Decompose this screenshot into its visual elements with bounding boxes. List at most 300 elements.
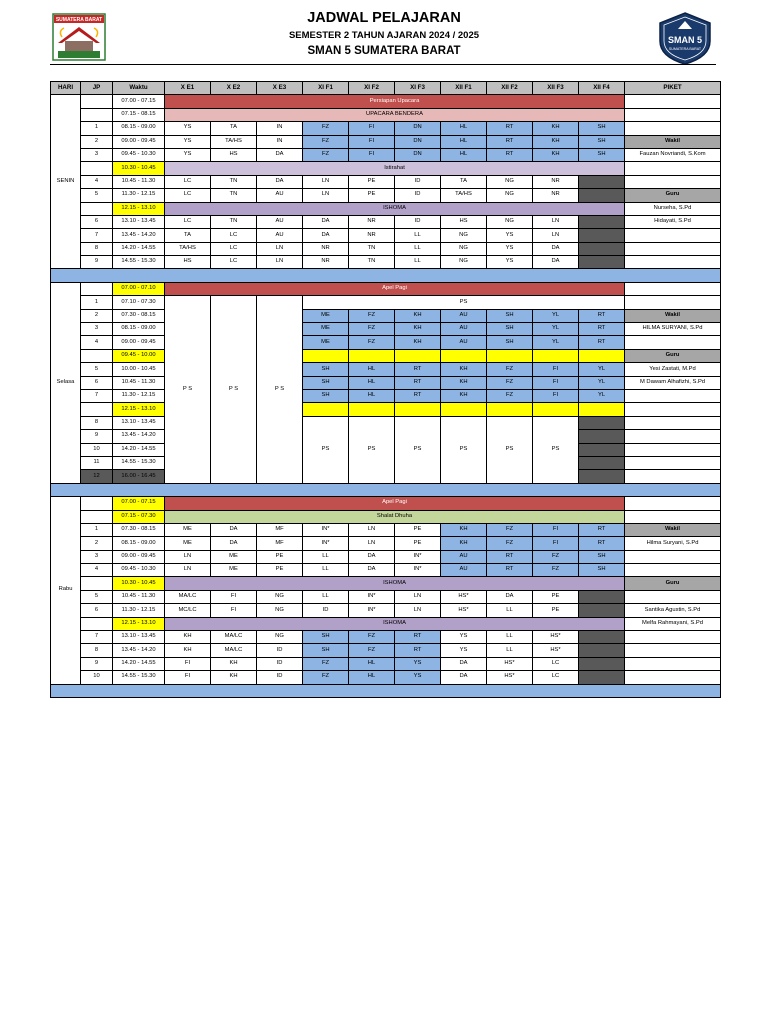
subject-cell: HS bbox=[441, 215, 487, 228]
jp-cell: 9 bbox=[81, 657, 113, 670]
subject-cell: ME bbox=[303, 336, 349, 349]
column-header: XI F3 bbox=[395, 82, 441, 95]
subject-cell: YS bbox=[487, 229, 533, 242]
selasa-row bbox=[51, 282, 721, 295]
subject-cell: NR bbox=[349, 229, 395, 242]
separator-cell bbox=[51, 684, 721, 697]
time-cell: 11.30 - 12.15 bbox=[113, 604, 165, 617]
jp-cell: 6 bbox=[81, 376, 113, 389]
subject-cell: NG bbox=[257, 631, 303, 644]
break-banner: Apel Pagi bbox=[165, 282, 625, 295]
subject-cell: PE bbox=[349, 189, 395, 202]
break-cell bbox=[395, 349, 441, 362]
jp-cell: 5 bbox=[81, 189, 113, 202]
break-cell bbox=[533, 403, 579, 416]
rabu-row bbox=[51, 671, 721, 684]
subject-cell: PE bbox=[395, 523, 441, 536]
empty-cell bbox=[579, 470, 625, 483]
subject-cell: FZ bbox=[533, 550, 579, 563]
empty-cell bbox=[579, 443, 625, 456]
logo-label: SMAN 5 bbox=[667, 35, 703, 45]
subject-cell: FZ bbox=[349, 309, 395, 322]
subject-cell: AU bbox=[441, 564, 487, 577]
time-cell: 07.00 - 07.15 bbox=[113, 497, 165, 510]
subject-cell: LN bbox=[165, 550, 211, 563]
subject-cell: FI bbox=[533, 523, 579, 536]
subject-cell: RT bbox=[395, 376, 441, 389]
subject-cell: DN bbox=[395, 135, 441, 148]
subject-cell: SH bbox=[579, 550, 625, 563]
break-cell bbox=[487, 403, 533, 416]
subject-cell: YS bbox=[395, 657, 441, 670]
subject-cell: YL bbox=[533, 309, 579, 322]
separator-cell bbox=[51, 269, 721, 282]
jp-cell bbox=[81, 282, 113, 295]
jp-cell: 6 bbox=[81, 604, 113, 617]
break-cell bbox=[533, 349, 579, 362]
subject-cell: FI bbox=[533, 363, 579, 376]
subject-cell: ID bbox=[257, 657, 303, 670]
jp-cell bbox=[81, 202, 113, 215]
subject-cell: TA bbox=[165, 229, 211, 242]
subject-cell: IN* bbox=[395, 550, 441, 563]
piket-cell bbox=[625, 282, 721, 295]
ps-block: PS bbox=[395, 416, 441, 483]
subject-cell: FI bbox=[165, 657, 211, 670]
subject-cell: PE bbox=[257, 564, 303, 577]
subject-cell: NR bbox=[303, 256, 349, 269]
jp-cell: 10 bbox=[81, 443, 113, 456]
selasa-row bbox=[51, 349, 721, 362]
subject-cell: KH bbox=[441, 389, 487, 402]
empty-cell bbox=[579, 416, 625, 429]
subject-cell: AU bbox=[441, 550, 487, 563]
subject-cell: DA bbox=[349, 564, 395, 577]
subject-cell: RT bbox=[579, 309, 625, 322]
subject-cell: TN bbox=[349, 242, 395, 255]
column-header: Waktu bbox=[113, 82, 165, 95]
subject-cell: HS* bbox=[441, 590, 487, 603]
time-cell: 13.10 - 13.45 bbox=[113, 631, 165, 644]
subject-cell: RT bbox=[579, 323, 625, 336]
time-cell: 08.15 - 09.00 bbox=[113, 323, 165, 336]
senin-row bbox=[51, 148, 721, 161]
subject-cell: FZ bbox=[487, 363, 533, 376]
senin-row bbox=[51, 108, 721, 121]
selasa-row bbox=[51, 416, 721, 429]
subject-cell: YS bbox=[441, 644, 487, 657]
emblem-label: SUMATERA BARAT bbox=[55, 17, 103, 24]
subject-cell: RT bbox=[579, 523, 625, 536]
subject-cell: HL bbox=[441, 122, 487, 135]
subject-cell: LL bbox=[303, 550, 349, 563]
piket-cell: Hidayati, S.Pd bbox=[625, 215, 721, 228]
ps-block: PS bbox=[441, 416, 487, 483]
subject-cell: DA bbox=[533, 242, 579, 255]
ps-banner: PS bbox=[303, 296, 625, 309]
time-cell: 13.45 - 14.20 bbox=[113, 644, 165, 657]
column-header: XI F1 bbox=[303, 82, 349, 95]
subject-cell bbox=[579, 604, 625, 617]
ps-block: P S bbox=[211, 296, 257, 483]
subject-cell: HL bbox=[349, 363, 395, 376]
break-banner: ISHOMA bbox=[165, 617, 625, 630]
subject-cell: KH bbox=[211, 671, 257, 684]
selasa-row bbox=[51, 323, 721, 336]
piket-cell bbox=[625, 631, 721, 644]
subject-cell: FI bbox=[533, 389, 579, 402]
jp-cell: 2 bbox=[81, 537, 113, 550]
subject-cell: FI bbox=[349, 122, 395, 135]
subject-cell: IN* bbox=[349, 590, 395, 603]
jp-cell: 5 bbox=[81, 363, 113, 376]
subject-cell: SH bbox=[303, 363, 349, 376]
senin-row bbox=[51, 122, 721, 135]
subject-cell bbox=[579, 657, 625, 670]
subject-cell: FZ bbox=[349, 644, 395, 657]
time-cell: 12.15 - 13.10 bbox=[113, 617, 165, 630]
time-cell: 10.30 - 10.45 bbox=[113, 577, 165, 590]
subject-cell: HS bbox=[165, 256, 211, 269]
piket-cell bbox=[625, 242, 721, 255]
break-banner: UPACARA BENDERA bbox=[165, 108, 625, 121]
subject-cell: YL bbox=[533, 323, 579, 336]
subject-cell: LC bbox=[165, 175, 211, 188]
subject-cell: YS bbox=[395, 671, 441, 684]
time-cell: 09.45 - 10.00 bbox=[113, 349, 165, 362]
selasa-row bbox=[51, 363, 721, 376]
subject-cell: DA bbox=[257, 175, 303, 188]
time-cell: 13.45 - 14.20 bbox=[113, 229, 165, 242]
ps-block: PS bbox=[487, 416, 533, 483]
jp-cell: 12 bbox=[81, 470, 113, 483]
piket-cell bbox=[625, 122, 721, 135]
piket-cell bbox=[625, 550, 721, 563]
time-cell: 09.00 - 09.45 bbox=[113, 550, 165, 563]
subject-cell bbox=[579, 242, 625, 255]
subject-cell: PE bbox=[533, 590, 579, 603]
subject-cell: RT bbox=[487, 122, 533, 135]
ps-block: P S bbox=[257, 296, 303, 483]
time-cell: 07.00 - 07.15 bbox=[113, 95, 165, 108]
subject-cell: RT bbox=[395, 644, 441, 657]
piket-cell bbox=[625, 564, 721, 577]
jp-cell: 3 bbox=[81, 323, 113, 336]
subject-cell: HS* bbox=[441, 604, 487, 617]
piket-cell bbox=[625, 175, 721, 188]
subject-cell: DA bbox=[441, 671, 487, 684]
break-cell bbox=[303, 403, 349, 416]
time-cell: 14.55 - 15.30 bbox=[113, 671, 165, 684]
subject-cell: DA bbox=[211, 523, 257, 536]
subject-cell: RT bbox=[487, 135, 533, 148]
subject-cell: LC bbox=[533, 657, 579, 670]
ps-block: PS bbox=[303, 416, 349, 483]
subject-cell: FZ bbox=[303, 671, 349, 684]
subject-cell: LL bbox=[303, 564, 349, 577]
subject-cell: SH bbox=[303, 631, 349, 644]
subject-cell: TA bbox=[211, 122, 257, 135]
subject-cell: YS bbox=[441, 631, 487, 644]
subject-cell: ID bbox=[257, 644, 303, 657]
subject-cell: LN bbox=[533, 229, 579, 242]
subject-cell: KH bbox=[395, 323, 441, 336]
subject-cell: DA bbox=[211, 537, 257, 550]
subject-cell: RT bbox=[579, 336, 625, 349]
sman5-shield-logo-icon bbox=[656, 11, 714, 66]
jp-cell bbox=[81, 510, 113, 523]
jp-cell: 8 bbox=[81, 242, 113, 255]
subject-cell: NR bbox=[303, 242, 349, 255]
jp-cell bbox=[81, 162, 113, 175]
jp-cell: 7 bbox=[81, 229, 113, 242]
subject-cell: TA/HS bbox=[165, 242, 211, 255]
piket-cell: M Dawam Alhafizhi, S.Pd bbox=[625, 376, 721, 389]
school-name: SMAN 5 SUMATERA BARAT bbox=[307, 45, 461, 57]
piket-cell bbox=[625, 510, 721, 523]
piket-cell bbox=[625, 389, 721, 402]
subject-cell: MA/LC bbox=[211, 631, 257, 644]
subject-cell: KH bbox=[533, 135, 579, 148]
subject-cell: NG bbox=[487, 175, 533, 188]
subject-cell: NR bbox=[533, 175, 579, 188]
piket-cell: Guru bbox=[625, 189, 721, 202]
senin-row bbox=[51, 242, 721, 255]
subject-cell: KH bbox=[533, 148, 579, 161]
time-cell: 07.30 - 08.15 bbox=[113, 309, 165, 322]
subject-cell: YS bbox=[165, 148, 211, 161]
subject-cell: AU bbox=[257, 229, 303, 242]
jp-cell: 4 bbox=[81, 175, 113, 188]
subject-cell: FZ bbox=[303, 148, 349, 161]
subject-cell: FZ bbox=[487, 389, 533, 402]
subject-cell: LN bbox=[303, 175, 349, 188]
subject-cell: FZ bbox=[487, 376, 533, 389]
subject-cell: ME bbox=[211, 564, 257, 577]
subject-cell: TN bbox=[211, 175, 257, 188]
subject-cell: DA bbox=[349, 550, 395, 563]
subject-cell: PE bbox=[257, 550, 303, 563]
time-cell: 08.15 - 09.00 bbox=[113, 537, 165, 550]
jp-cell bbox=[81, 95, 113, 108]
subject-cell: NG bbox=[257, 590, 303, 603]
time-cell: 09.45 - 10.30 bbox=[113, 564, 165, 577]
subject-cell: FI bbox=[211, 590, 257, 603]
subject-cell: AU bbox=[257, 189, 303, 202]
selasa-row bbox=[51, 403, 721, 416]
break-cell bbox=[349, 403, 395, 416]
break-banner: Shalat Dhuha bbox=[165, 510, 625, 523]
subject-cell: KH bbox=[441, 523, 487, 536]
subject-cell: DN bbox=[395, 122, 441, 135]
subject-cell: SH bbox=[303, 644, 349, 657]
subject-cell: NG bbox=[441, 256, 487, 269]
jp-cell bbox=[81, 349, 113, 362]
senin-row bbox=[51, 95, 721, 108]
subject-cell: ME bbox=[303, 309, 349, 322]
subject-cell: YS bbox=[165, 122, 211, 135]
subject-cell: LL bbox=[487, 644, 533, 657]
piket-cell: Guru bbox=[625, 349, 721, 362]
subject-cell: IN bbox=[257, 122, 303, 135]
subject-cell: LL bbox=[487, 604, 533, 617]
piket-cell bbox=[625, 336, 721, 349]
subject-cell: NR bbox=[349, 215, 395, 228]
subject-cell: SH bbox=[579, 122, 625, 135]
time-cell: 11.30 - 12.15 bbox=[113, 189, 165, 202]
break-cell bbox=[579, 349, 625, 362]
piket-cell: HILMA SURYANI, S.Pd bbox=[625, 323, 721, 336]
time-cell: 13.10 - 13.45 bbox=[113, 416, 165, 429]
subject-cell: HL bbox=[441, 148, 487, 161]
piket-cell: Yesi Zastati, M.Pd bbox=[625, 363, 721, 376]
subject-cell: NG bbox=[257, 604, 303, 617]
jp-cell bbox=[81, 403, 113, 416]
subject-cell: KH bbox=[165, 644, 211, 657]
jp-cell: 9 bbox=[81, 256, 113, 269]
subject-cell: TA/HS bbox=[211, 135, 257, 148]
subject-cell: FI bbox=[211, 604, 257, 617]
day-label: Selasa bbox=[51, 282, 81, 483]
time-cell: 10.45 - 11.30 bbox=[113, 590, 165, 603]
subject-cell: AU bbox=[441, 309, 487, 322]
subject-cell: RT bbox=[395, 389, 441, 402]
piket-cell bbox=[625, 671, 721, 684]
column-header: XI F2 bbox=[349, 82, 395, 95]
subject-cell: YS bbox=[487, 242, 533, 255]
subject-cell: DN bbox=[395, 148, 441, 161]
piket-cell bbox=[625, 644, 721, 657]
time-cell: 07.30 - 08.15 bbox=[113, 523, 165, 536]
subject-cell: LN bbox=[257, 256, 303, 269]
column-header: X E1 bbox=[165, 82, 211, 95]
column-header: X E2 bbox=[211, 82, 257, 95]
piket-cell bbox=[625, 416, 721, 429]
break-banner: ISHOMA bbox=[165, 202, 625, 215]
subject-cell: KH bbox=[441, 537, 487, 550]
column-header: XII F3 bbox=[533, 82, 579, 95]
document-header bbox=[0, 0, 768, 70]
time-cell: 14.20 - 14.55 bbox=[113, 657, 165, 670]
subject-cell: NR bbox=[533, 189, 579, 202]
jp-cell: 7 bbox=[81, 631, 113, 644]
subject-cell: LN bbox=[349, 523, 395, 536]
subject-cell: YL bbox=[579, 376, 625, 389]
subject-cell: IN* bbox=[395, 564, 441, 577]
subject-cell: FI bbox=[533, 376, 579, 389]
subject-cell: LC bbox=[211, 256, 257, 269]
ps-block: PS bbox=[533, 416, 579, 483]
senin-row bbox=[51, 202, 721, 215]
subject-cell: TA/HS bbox=[441, 189, 487, 202]
subject-cell bbox=[579, 229, 625, 242]
piket-cell bbox=[625, 403, 721, 416]
piket-cell bbox=[625, 95, 721, 108]
subject-cell: PE bbox=[395, 537, 441, 550]
piket-cell: Wakil bbox=[625, 135, 721, 148]
subject-cell: HL bbox=[349, 376, 395, 389]
jp-cell: 1 bbox=[81, 523, 113, 536]
subject-cell: LN bbox=[395, 590, 441, 603]
time-cell: 10.45 - 11.30 bbox=[113, 376, 165, 389]
jp-cell: 8 bbox=[81, 416, 113, 429]
document-title: JADWAL PELAJARAN bbox=[307, 10, 461, 26]
time-cell: 10.30 - 10.45 bbox=[113, 162, 165, 175]
time-cell: 07.00 - 07.10 bbox=[113, 282, 165, 295]
break-cell bbox=[487, 349, 533, 362]
subject-cell: HS* bbox=[533, 631, 579, 644]
header-divider bbox=[50, 64, 716, 65]
senin-row bbox=[51, 189, 721, 202]
subject-cell: LN bbox=[533, 215, 579, 228]
subject-cell: KH bbox=[533, 122, 579, 135]
piket-cell bbox=[625, 590, 721, 603]
subject-cell: HS* bbox=[487, 657, 533, 670]
subject-cell: SH bbox=[487, 309, 533, 322]
time-cell: 12.15 - 13.10 bbox=[113, 202, 165, 215]
column-header: HARI bbox=[51, 82, 81, 95]
time-cell: 07.10 - 07.30 bbox=[113, 296, 165, 309]
column-header: JP bbox=[81, 82, 113, 95]
jp-cell: 5 bbox=[81, 590, 113, 603]
subject-cell: FZ bbox=[487, 537, 533, 550]
subject-cell: LC bbox=[211, 229, 257, 242]
piket-cell: Santika Agustin, S.Pd bbox=[625, 604, 721, 617]
break-cell bbox=[303, 349, 349, 362]
subject-cell: DA bbox=[441, 657, 487, 670]
break-cell bbox=[349, 349, 395, 362]
piket-cell bbox=[625, 256, 721, 269]
subject-cell bbox=[579, 671, 625, 684]
subject-cell: FZ bbox=[349, 631, 395, 644]
subject-cell: KH bbox=[395, 336, 441, 349]
time-cell: 14.20 - 14.55 bbox=[113, 242, 165, 255]
break-banner: ISHOMA bbox=[165, 577, 625, 590]
subject-cell: AU bbox=[441, 323, 487, 336]
ps-block: PS bbox=[349, 416, 395, 483]
subject-cell: RT bbox=[395, 363, 441, 376]
piket-cell: Fauzan Novriandi, S.Kom bbox=[625, 148, 721, 161]
subject-cell: RT bbox=[487, 564, 533, 577]
jp-cell bbox=[81, 497, 113, 510]
subject-cell: NG bbox=[441, 242, 487, 255]
time-cell: 09.45 - 10.30 bbox=[113, 148, 165, 161]
rabu-row bbox=[51, 564, 721, 577]
piket-cell: Wakil bbox=[625, 523, 721, 536]
senin-row bbox=[51, 256, 721, 269]
subject-cell: PE bbox=[349, 175, 395, 188]
subject-cell bbox=[579, 256, 625, 269]
selasa-row bbox=[51, 389, 721, 402]
jp-cell: 10 bbox=[81, 671, 113, 684]
jp-cell: 4 bbox=[81, 564, 113, 577]
subject-cell: MA/LC bbox=[165, 590, 211, 603]
subject-cell: HL bbox=[441, 135, 487, 148]
subject-cell: TN bbox=[349, 256, 395, 269]
break-banner: Persiapan Upacara bbox=[165, 95, 625, 108]
subject-cell: ME bbox=[165, 523, 211, 536]
subject-cell: ID bbox=[395, 189, 441, 202]
rabu-row bbox=[51, 644, 721, 657]
subject-cell: RT bbox=[579, 537, 625, 550]
subject-cell: ME bbox=[165, 537, 211, 550]
day-label: SENIN bbox=[51, 95, 81, 269]
jp-cell: 1 bbox=[81, 296, 113, 309]
senin-row bbox=[51, 162, 721, 175]
subject-cell: LL bbox=[395, 229, 441, 242]
subject-cell: FZ bbox=[487, 523, 533, 536]
subject-cell: SH bbox=[303, 389, 349, 402]
